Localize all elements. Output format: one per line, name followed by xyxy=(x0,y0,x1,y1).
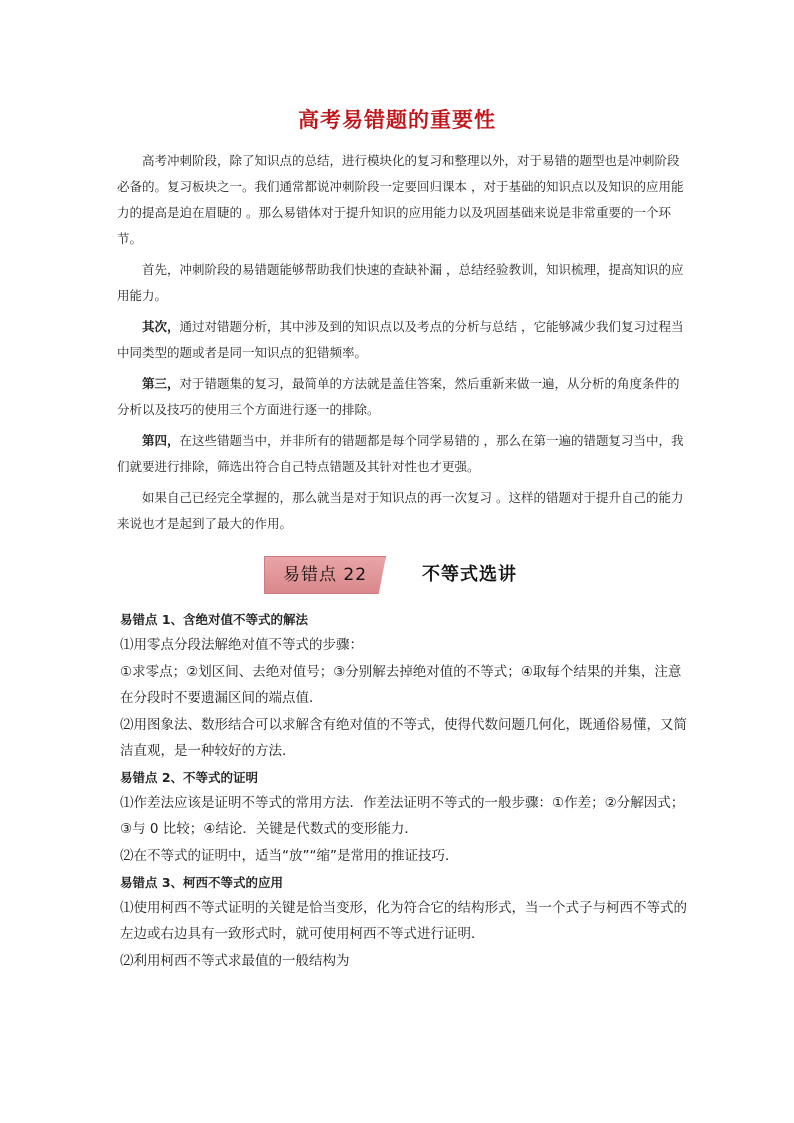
error-point-heading: 易错点 2、不等式的证明 xyxy=(120,770,259,785)
intro-text: 通过对错题分析，其中涉及到的知识点以及考点的分析与总结 ，它能够减少我们复习过程当中同类型的题或者是同一知识点的犯错频率。 xyxy=(117,319,684,360)
intro-text: 对于错题集的复习，最简单的方法就是盖住答案，然后重新来做一遍，从分析的角度条件的分析以及技巧的使用三个方面进行逐一的排除。 xyxy=(117,376,680,417)
section-banner xyxy=(264,556,554,594)
error-point-heading: 易错点 3、柯西不等式的应用 xyxy=(120,875,284,890)
intro-text: 高考冲刺阶段，除了知识点的总结，进行模块化的复习和整理以外，对于易错的题型也是冲刺阶段必备的。复习板块之一。我们通常都说冲刺阶段一定要回归课本 ，对于基础的知识点以及知识的应用能力的提高是迫在眉睫的 。那么易错体对于提升知识的应用能力以及巩固基础来说是非常重要的一个环节。 xyxy=(117,153,684,246)
error-point-paragraph: ⑵在不等式的证明中，适当“放”“缩”是常用的推证技巧． xyxy=(120,848,459,864)
banner-topic: 不等式选讲 xyxy=(422,564,517,585)
paragraph-lead: 第三， xyxy=(142,376,180,391)
intro-paragraph xyxy=(117,428,687,480)
intro-paragraph xyxy=(117,148,687,252)
intro-paragraph xyxy=(117,314,687,366)
intro-paragraph xyxy=(117,257,687,309)
error-point-heading: 易错点 1、含绝对值不等式的解法 xyxy=(120,612,309,627)
intro-text: 如果自己已经完全掌握的，那么就当是对于知识点的再一次复习 。这样的错题对于提升自己的能力来说也才是起到了最大的作用。 xyxy=(117,490,684,531)
page-title: 高考易错题的重要性 xyxy=(298,108,496,132)
intro-text: 在这些错题当中，并非所有的错题都是每个同学易错的 ，那么在第一遍的错题复习当中，我们就要进行排除，筛选出符合自己特点错题及其针对性也才更强。 xyxy=(117,433,684,474)
intro-section xyxy=(117,148,687,542)
banner-number-label: 易错点 22 xyxy=(282,565,368,585)
intro-paragraph xyxy=(117,485,687,537)
error-points-section xyxy=(120,607,690,975)
paragraph-lead: 第四， xyxy=(142,433,180,448)
error-point-paragraph: ⑵用图象法、数形结合可以求解含有绝对值的不等式，使得代数问题几何化，既通俗易懂，又简洁直观，是一种较好的方法． xyxy=(120,717,687,759)
intro-text: 首先，冲刺阶段的易错题能够帮助我们快速的查缺补漏 ，总结经验教训，知识梳理，提高知识的应用能力。 xyxy=(117,262,684,303)
error-point-paragraph: ⑴作差法应该是证明不等式的常用方法．作差法证明不等式的一般步骤：①作差；②分解因式；③与 0 比较；④结论．关键是代数式的变形能力． xyxy=(120,795,685,837)
error-point-paragraph: ①求零点；②划区间、去绝对值号；③分别解去掉绝对值的不等式；④取每个结果的并集，注意在分段时不要遗漏区间的端点值． xyxy=(120,664,682,706)
error-point-paragraph: ⑴用零点分段法解绝对值不等式的步骤： xyxy=(120,637,363,653)
error-point-paragraph: ⑵利用柯西不等式求最值的一般结构为 xyxy=(120,953,350,969)
intro-paragraph xyxy=(117,371,687,423)
error-point-paragraph: ⑴使用柯西不等式证明的关键是恰当变形，化为符合它的结构形式，当一个式子与柯西不等式的左边或右边具有一致形式时，就可使用柯西不等式进行证明． xyxy=(120,900,687,942)
paragraph-lead: 其次， xyxy=(142,319,180,334)
